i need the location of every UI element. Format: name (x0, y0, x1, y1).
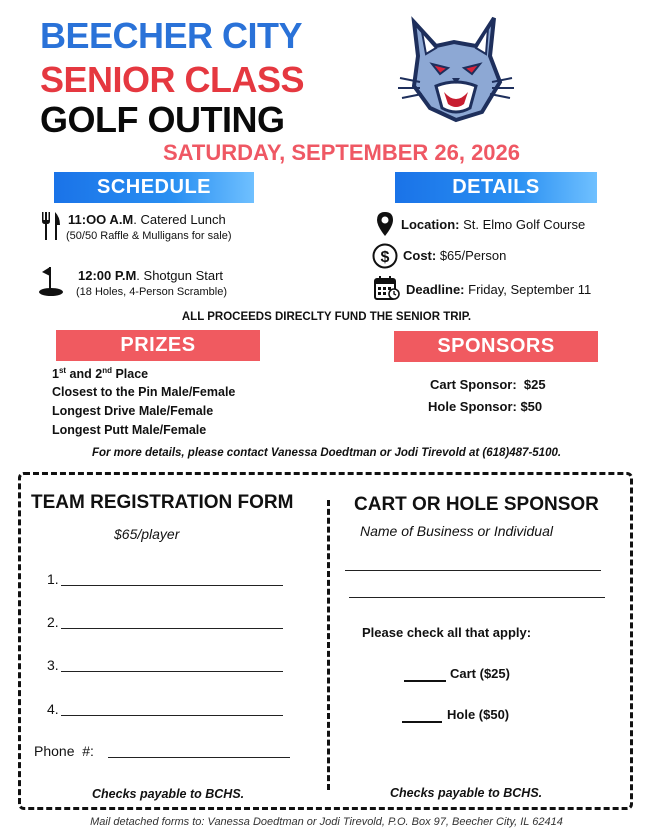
player-3-field[interactable] (61, 671, 283, 672)
business-name-field-2[interactable] (349, 597, 605, 598)
player-1-field[interactable] (61, 585, 283, 586)
prize-place-mid: and 2 (66, 367, 103, 382)
prize-item: Longest Drive Male/Female (52, 404, 214, 418)
location-value: St. Elmo Golf Course (459, 217, 586, 232)
prize-place-first: 1 (52, 367, 59, 382)
cost-line (403, 248, 506, 263)
deadline-label: Deadline: (406, 282, 465, 297)
player-number: 4. (47, 701, 59, 717)
hole-checkbox[interactable] (402, 721, 442, 723)
team-form-title: TEAM REGISTRATION FORM (31, 492, 294, 513)
schedule-banner: SCHEDULE (54, 172, 254, 203)
start-time: 12:00 P.M (78, 268, 137, 283)
start-line (78, 268, 223, 283)
player-number: 2. (47, 614, 59, 630)
sponsor-checks-note: Checks payable to BCHS. (390, 786, 543, 800)
prize-place-post: Place (111, 367, 149, 382)
location-label: Location: (401, 217, 460, 232)
start-desc: . Shotgun Start (136, 268, 224, 283)
form-divider (327, 500, 330, 790)
hole-sponsor-price: Hole Sponsor: $50 (428, 399, 543, 414)
prize-place (52, 366, 148, 381)
cart-sponsor-price: Cart Sponsor: $25 (430, 377, 546, 392)
golf-flag-icon (38, 265, 66, 297)
sponsors-banner: SPONSORS (394, 331, 598, 362)
player-4-field[interactable] (61, 715, 283, 716)
event-date: SATURDAY, SEPTEMBER 26, 2026 (163, 140, 521, 165)
player-2-field[interactable] (61, 628, 283, 629)
phone-label: Phone #: (34, 743, 94, 759)
team-checks-note: Checks payable to BCHS. (92, 787, 245, 801)
title-line-3: GOLF OUTING (40, 99, 285, 140)
phone-field[interactable] (108, 757, 290, 758)
deadline-value: Friday, September 11 (464, 282, 592, 297)
team-form-price: $65/player (114, 526, 180, 542)
hole-option: Hole ($50) (447, 707, 510, 722)
calendar-icon (373, 275, 401, 301)
cart-checkbox[interactable] (404, 680, 446, 682)
bobcat-logo-icon (396, 12, 514, 124)
title-line-1: BEECHER CITY (40, 15, 303, 56)
business-name-field-1[interactable] (345, 570, 601, 571)
lunch-desc: . Catered Lunch (133, 212, 226, 227)
lunch-time: 11:OO A.M (68, 212, 134, 227)
business-name-label: Name of Business or Individual (360, 523, 553, 539)
fork-knife-icon (40, 211, 62, 241)
prize-place-first-sup: st (58, 366, 67, 375)
dollar-icon (372, 243, 398, 269)
prize-item: Closest to the Pin Male/Female (52, 385, 236, 399)
check-prompt: Please check all that apply: (362, 625, 532, 640)
prize-place-second-sup: nd (102, 366, 112, 375)
cost-value: $65/Person (436, 248, 507, 263)
prize-item: Longest Putt Male/Female (52, 423, 207, 437)
player-number: 3. (47, 657, 59, 673)
prizes-banner: PRIZES (56, 330, 260, 361)
title-line-2: SENIOR CLASS (40, 59, 305, 100)
proceeds-note: ALL PROCEEDS DIRECLTY FUND THE SENIOR TRIP. (181, 311, 472, 323)
player-number: 1. (47, 571, 59, 587)
svg-text:$: $ (380, 249, 390, 266)
start-note: (18 Holes, 4-Person Scramble) (76, 286, 228, 298)
deadline-line (406, 282, 591, 297)
location-line (401, 217, 585, 232)
mail-note: Mail detached forms to: Vanessa Doedtman or Jodi Tirevold, P.O. Box 97, Beecher City, IL 62414 (90, 816, 563, 828)
sponsor-form-title: CART OR HOLE SPONSOR (354, 494, 599, 515)
contact-note: For more details, please contact Vanessa Doedtman or Jodi Tirevold at (618)487-5100. (91, 447, 562, 459)
cart-option: Cart ($25) (450, 666, 510, 681)
lunch-line (68, 212, 226, 227)
lunch-note: (50/50 Raffle & Mulligans for sale) (66, 230, 232, 242)
cost-label: Cost: (403, 248, 437, 263)
details-banner: DETAILS (395, 172, 597, 203)
location-pin-icon (376, 211, 394, 237)
